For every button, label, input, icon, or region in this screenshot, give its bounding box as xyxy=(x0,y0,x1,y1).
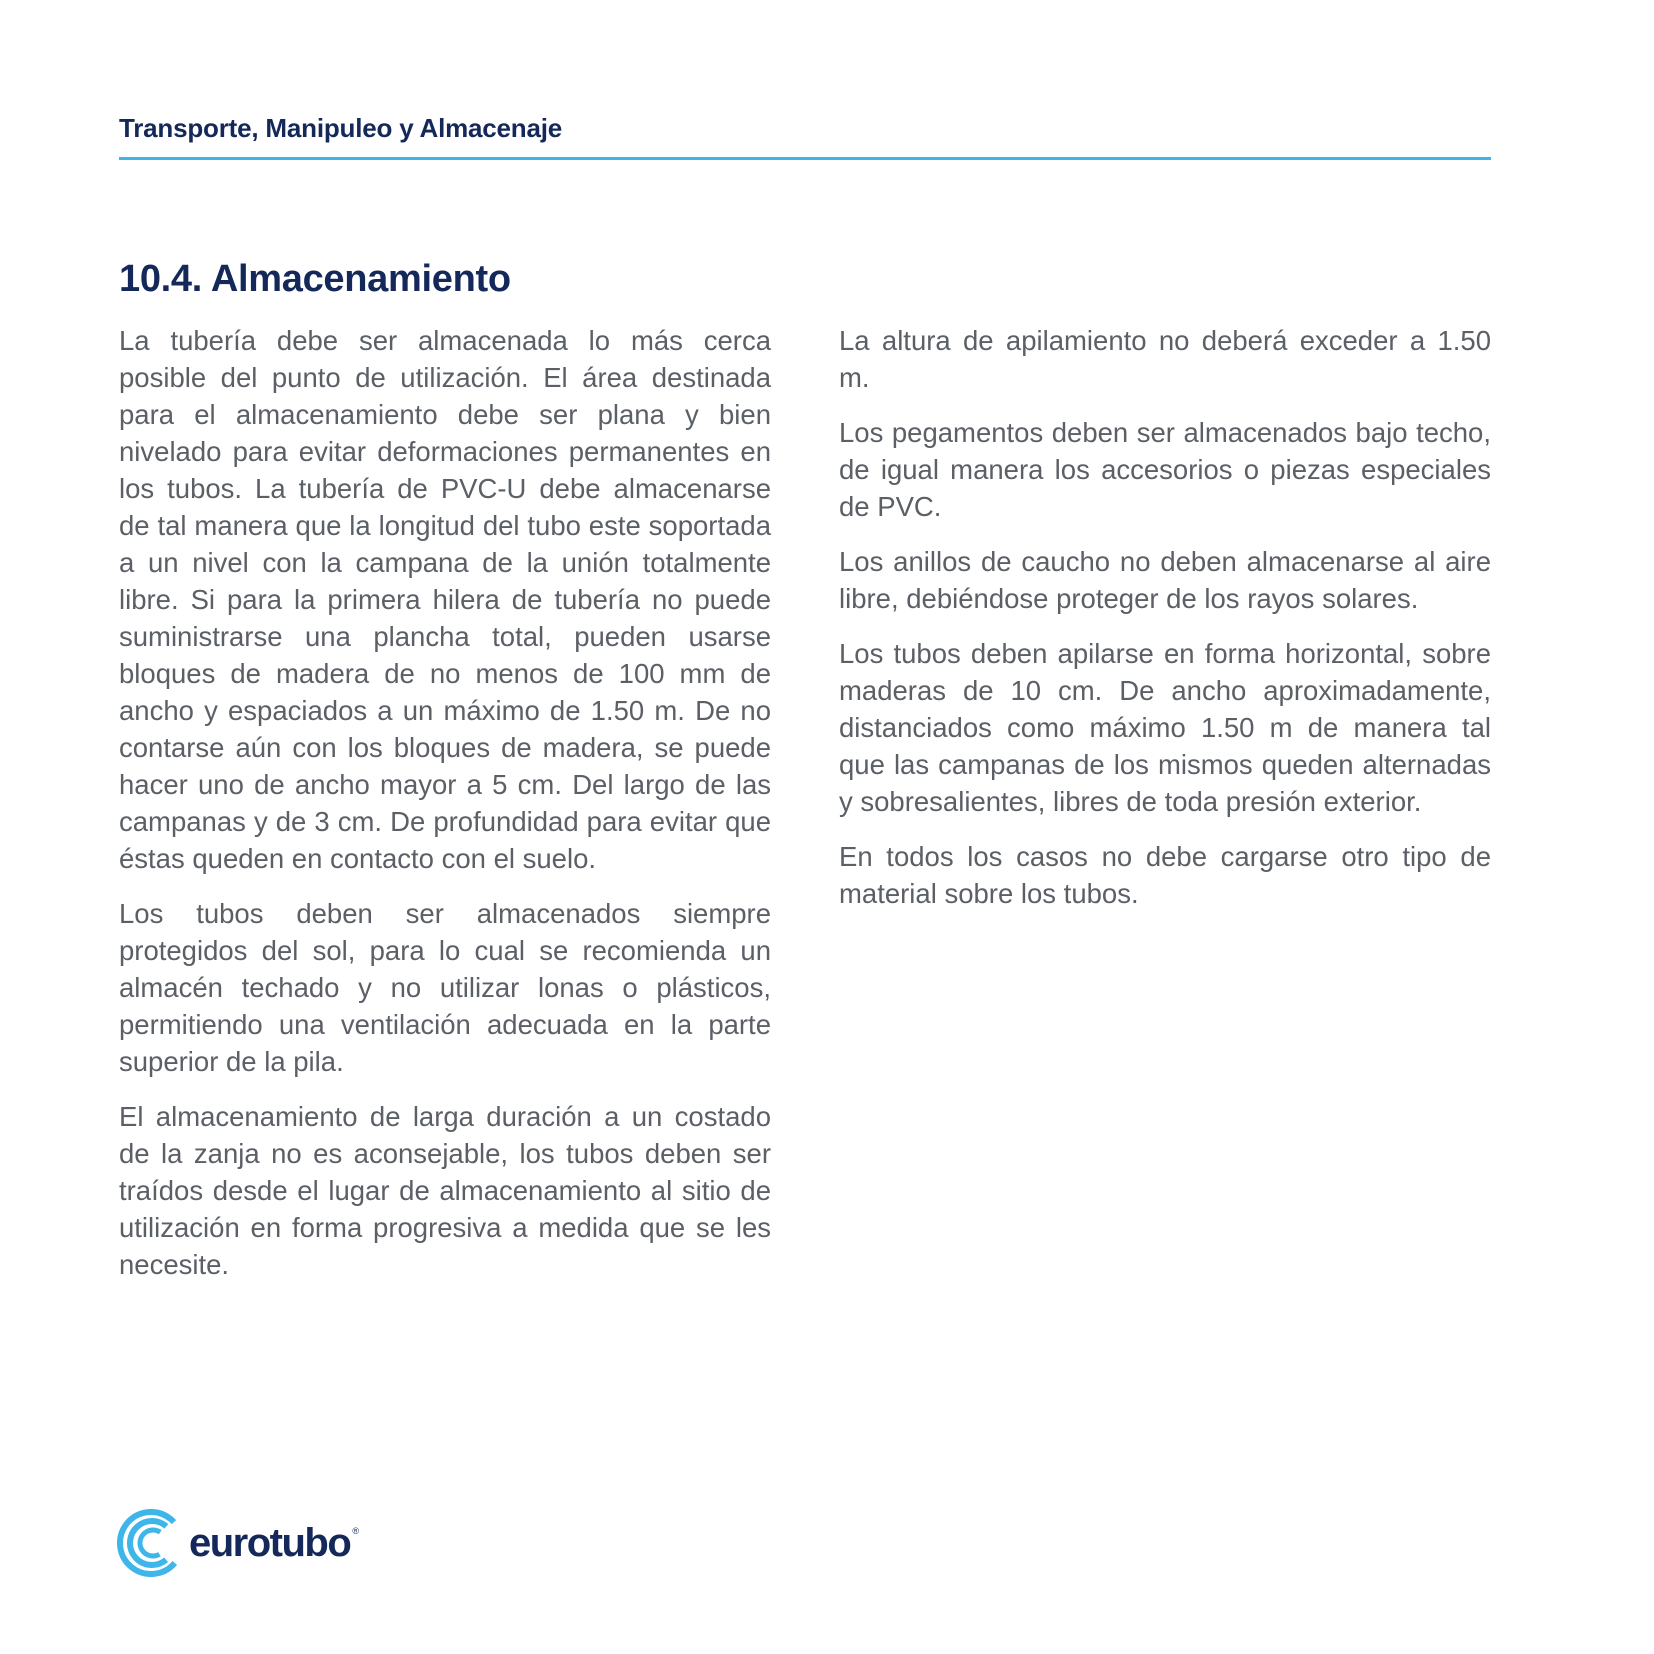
running-header: Transporte, Manipuleo y Almacenaje xyxy=(119,113,563,143)
paragraph: Los tubos deben apilarse en forma horizontal, sobre maderas de 10 cm. De ancho aproximadamente, distanciados como máximo 1.50 m de manera tal que las campanas de los mismos queden alternadas y sobresalientes, libres de toda presión exterior. xyxy=(839,638,1491,817)
section-title: 10.4. Almacenamiento xyxy=(119,258,511,300)
paragraph: En todos los casos no debe cargarse otro tipo de material sobre los tubos. xyxy=(839,841,1491,909)
paragraph: Los tubos deben ser almacenados siempre protegidos del sol, para lo cual se recomienda un almacén techado y no utilizar lonas o plásticos, permitiendo una ventilación adecuada en la parte superior de la pila. xyxy=(119,898,771,1077)
left-column xyxy=(119,322,771,1301)
eurotubo-swirl-icon xyxy=(117,1509,185,1577)
paragraph: La tubería debe ser almacenada lo más cerca posible del punto de utilización. El área destinada para el almacenamiento debe ser plana y bien nivelado para evitar deformaciones permanentes en los tubos. La tubería de PVC-U debe almacenarse de tal manera que la longitud del tubo este soportada a un nivel con la campana de la unión totalmente libre. Si para la primera hilera de tubería no puede suministrarse una plancha total, pueden usarse bloques de madera de no menos de 100 mm de ancho y espaciados a un máximo de 1.50 m. De no contarse aún con los bloques de madera, se puede hacer uno de ancho mayor a 5 cm. Del largo de las campanas y de 3 cm. De profundidad para evitar que éstas queden en contacto con el suelo. xyxy=(119,325,771,874)
paragraph: El almacenamiento de larga duración a un costado de la zanja no es aconsejable, los tubos deben ser traídos desde el lugar de almacenamiento al sitio de utilización en forma progresiva a medida que se les necesite. xyxy=(119,1101,771,1280)
paragraph: Los anillos de caucho no deben almacenarse al aire libre, debiéndose proteger de los rayos solares. xyxy=(839,546,1491,614)
logo-wordmark: eurotubo xyxy=(189,1520,351,1565)
paragraph: Los pegamentos deben ser almacenados bajo techo, de igual manera los accesorios o piezas especiales de PVC. xyxy=(839,417,1491,522)
right-column xyxy=(839,322,1491,930)
registered-mark: ® xyxy=(352,1526,359,1536)
paragraph: La altura de apilamiento no deberá exceder a 1.50 m. xyxy=(839,325,1491,393)
header-divider xyxy=(119,157,1491,160)
eurotubo-logo xyxy=(117,1508,359,1578)
